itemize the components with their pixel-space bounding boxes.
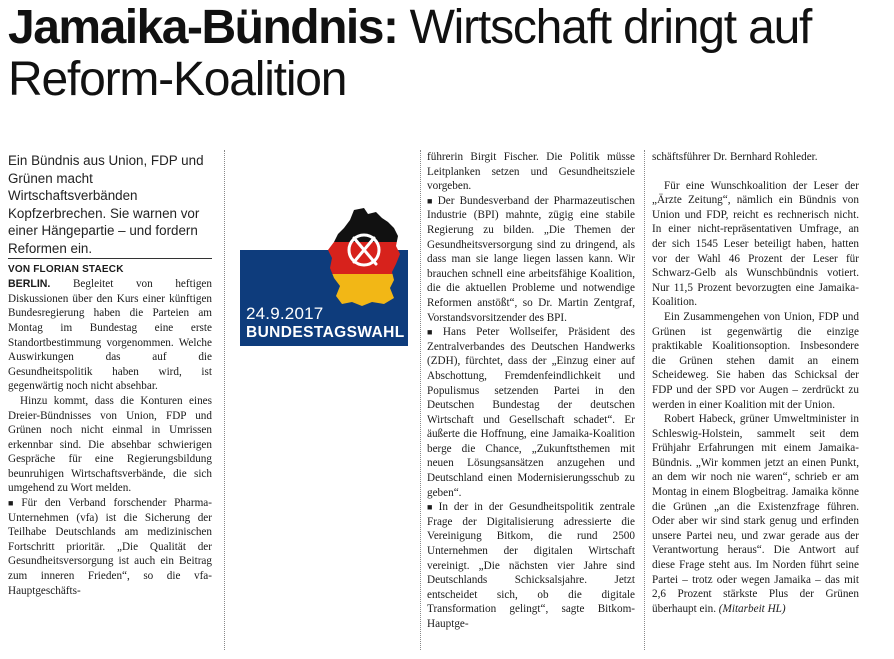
byline-rule [8, 258, 212, 259]
column-1 [8, 152, 212, 598]
paragraph: Hinzu kommt, dass die Konturen eines Dreier-Bündnisses von Union, FDP und Grünen noch nicht einmal in Umrissen erkennbar sind. Die absehbar schwierigen Gespräche für eine Regierungsbildung beunruhigen Wirtschaftsverbände, die sich umgehend zu Wort melden. [8, 394, 212, 495]
paragraph [8, 277, 212, 394]
column-divider [644, 150, 645, 650]
contributor-note: (Mitarbeit HL) [718, 602, 786, 615]
column-divider [224, 150, 225, 650]
logo-title: BUNDESTAGSWAHL [246, 324, 405, 341]
paragraph [427, 194, 635, 325]
election-logo [240, 206, 408, 346]
paragraph [427, 500, 635, 631]
paragraph-text: Für den Verband forschender Pharma-Unternehmen (vfa) ist die Sicherung der Teilhabe Deutschlands am medizinischen Fortschritt prioritär. „Die Qualität der Gesundheitsversorgung ist auch ein Beitrag zum inneren Frieden“, so die vfa-Hauptgeschäfts- [8, 497, 212, 597]
paragraph-text: Der Bundesverband der Pharmazeutischen Industrie (BPI) mahnte, zügig eine stabile Regierung zu bilden. „Die Themen der Gesundheitsversorgung sind zu dringend, als dass man sie lange liegen lassen kann. Wir brauchen schnell eine arbeitsfähige Koalition, die die aktuellen Probleme und notwendige Reformen anstößt“, so Dr. Martin Zentgraf, Vorstandsvorsitzender des BPI. [427, 194, 635, 324]
headline [8, 2, 888, 106]
bullet-square-icon: ■ [427, 195, 435, 206]
paragraph: Für eine Wunschkoalition der Leser der „Ärzte Zeitung“, nämlich ein Bündnis von Union und FDP, reicht es rechnerisch nicht. In einer nicht-repräsentativen Umfrage, an der sich 1545 Leser beteiligt haben, hatten vor der Wahl 46 Prozent der Leser für Schwarz-Gelb als Wunschbündnis votiert. Nur 11,5 Prozent bevorzugten eine Jamaika-Koalition. [652, 179, 859, 309]
paragraph-text: Hans Peter Wollseifer, Präsident des Zentralverbandes des Deutschen Handwerks (ZDH), fürchtet, dass der „Einzug einer auf Abschottung, Fremdenfeindlichkeit und Populismus setzenden Partei in den Deutschen Bundestag der deutschen Wirtschaft und Gesellschaft schadet“. Er äußerte die Hoffnung, eine Jamaika-Koalition berge die Chance, „Zukunftsthemen mit neuen Lösungsansätzen anzugehen und Deutschland einen Modernisierungsschub zu geben“. [427, 326, 636, 499]
paragraph-text: Robert Habeck, grüner Umweltminister in Schleswig-Holstein, sammelt seit dem Frühjahr Erfahrungen mit einem Jamaika-Bündnis. „Wir kommen jetzt an einen Punkt, an dem wir noch nie waren“, schrieb er am Montag in einem Blogbeitrag. Jamaika könne die Grünen „an die Existenzfrage führen. Oder aber wir sind stark genug und erfinden unsere Partei neu, und zwar gerade aus der Verantwortung heraus“. Die Antwort auf diese Frage steht aus. Im Norden führt seine Partei – trotz oder wegen Jamaika – das mit 2,6 Prozent stärkste Plus der Grünen überhaupt ein. [652, 413, 859, 615]
paragraph: Ein Zusammengehen von Union, FDP und Grünen ist gegenwärtig die einzige praktikable Koalitionsoption. Insbesondere die Grünen stehen damit an einem Scheideweg. Sie haben das Schicksal der FDP und der SPD vor Augen – zerdrückt zu werden in einer Koalition mit der Union. [652, 310, 859, 411]
paragraph-text: In der in der Gesundheitspolitik zentrale Frage der Digitalisierung adressierte die Vereinigung Bitkom, die rund 2500 Unternehmen der digitalen Wirtschaft vereinigt. „Die nächsten vier Jahre sind Deutschlands Schicksalsjahre. Jetzt entscheidet sich, ob die digitale Transformation gelingt“, sagte Bitkom-Hauptge- [427, 501, 636, 630]
bullet-square-icon: ■ [427, 327, 440, 338]
column-divider [420, 150, 421, 650]
dateline: BERLIN. [8, 278, 51, 291]
headline-kicker: Jamaika-Bündnis: [8, 1, 398, 54]
column-4 [652, 150, 859, 616]
byline: VON FLORIAN STAECK [8, 263, 124, 275]
paragraph [652, 412, 859, 616]
germany-map-icon [324, 206, 408, 310]
bullet-square-icon: ■ [427, 502, 436, 513]
paragraph [8, 496, 212, 598]
paragraph [427, 325, 635, 500]
logo-date: 24.9.2017 [246, 304, 324, 323]
column-3 [427, 150, 635, 632]
bullet-square-icon: ■ [8, 498, 19, 509]
paragraph: führerin Birgit Fischer. Die Politik müsse Leitplanken setzen und Gesundheitsziele vorgeben. [427, 151, 635, 193]
paragraph-text: Begleitet von heftigen Diskussionen über den Kurs einer künftigen Bundesregierung haben die Parteien am Montag im Bundestag eine erste Standortbestimmung vorgenommen. Welche Auswirkungen das auf die Gesundheitspolitik haben wird, ist gegenwärtig noch nicht absehbar. [8, 278, 212, 393]
paragraph: schäftsführer Dr. Bernhard Rohleder. [652, 151, 818, 163]
headline-rest: Wirtschaft dringt auf Reform-Koalition [8, 1, 812, 106]
teaser: Ein Bündnis aus Union, FDP und Grünen macht Wirtschaftsverbänden Kopfzerbrechen. Sie warnen vor einer Hängepartie – und fordern Reformen ein. [8, 153, 204, 256]
